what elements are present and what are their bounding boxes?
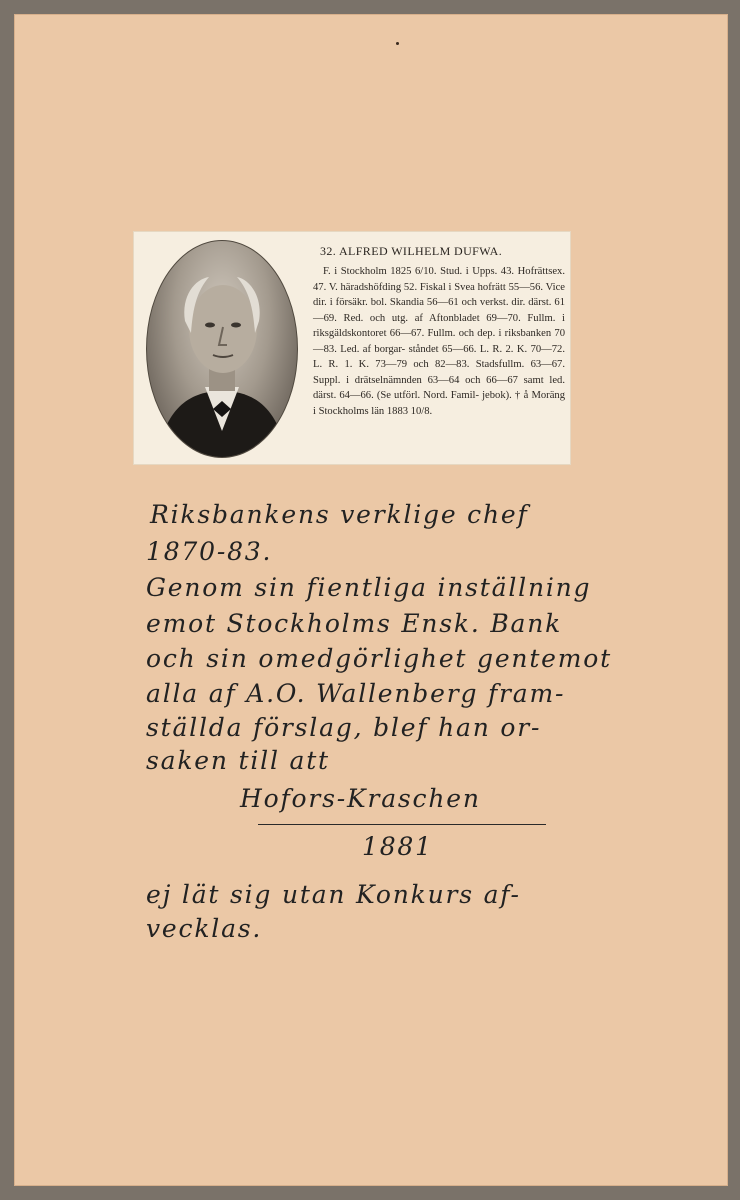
portrait-figure [147,241,297,457]
note-line-8: saken till att [146,746,330,775]
portrait-photo [146,240,298,458]
note-line-7: ställda förslag, blef han or- [146,713,542,742]
note-line-9: Hofors-Kraschen [240,784,481,813]
note-line-6: alla af A.O. Wallenberg fram- [146,679,566,708]
note-line-4: emot Stockholms Ensk. Bank [146,609,563,638]
note-line-1: Riksbankens verklige chef [150,500,529,529]
note-line-11: ej lät sig utan Konkurs af- [146,880,521,909]
clipping-heading: 32. ALFRED WILHELM DUFWA. [320,244,503,258]
note-line-10: 1881 [362,832,433,861]
ink-dot [396,42,399,45]
newspaper-clipping [134,232,570,464]
note-line-2: 1870-83. [146,537,273,566]
clipping-body: F. i Stockholm 1825 6/10. Stud. i Upps. 43. Hofrättsex. 47. V. häradshöfding 52. Fiskal i Svea hofrätt 55—56. Vice dir. i försäkr. bol. Skandia 56—61 och verkst. dir. därst. 61—69. Red. och utg. af Aftonbladet 69—70. Fullm. i riksgäldskontoret 66—67. Fullm. och dep. i riksbanken 70—83. Led. af borgar- ståndet 65—66. L. R. 2. K. 70—72. L. R. 1. K. 73—79 och 82—83. Stadsfullm. 63—67. Suppl. i drätselnämnden 63—64 och 66—67 samt led. därst. 64—66. (Se utförl. Nord. Famil- jebok). † å Moräng i Stockholms län 1883 10/8. [313,266,565,417]
underline-rule [258,824,546,825]
note-line-12: vecklas. [146,914,263,943]
note-line-5: och sin omedgörlighet gentemot [146,644,612,673]
note-line-3: Genom sin fientliga inställning [146,573,592,602]
